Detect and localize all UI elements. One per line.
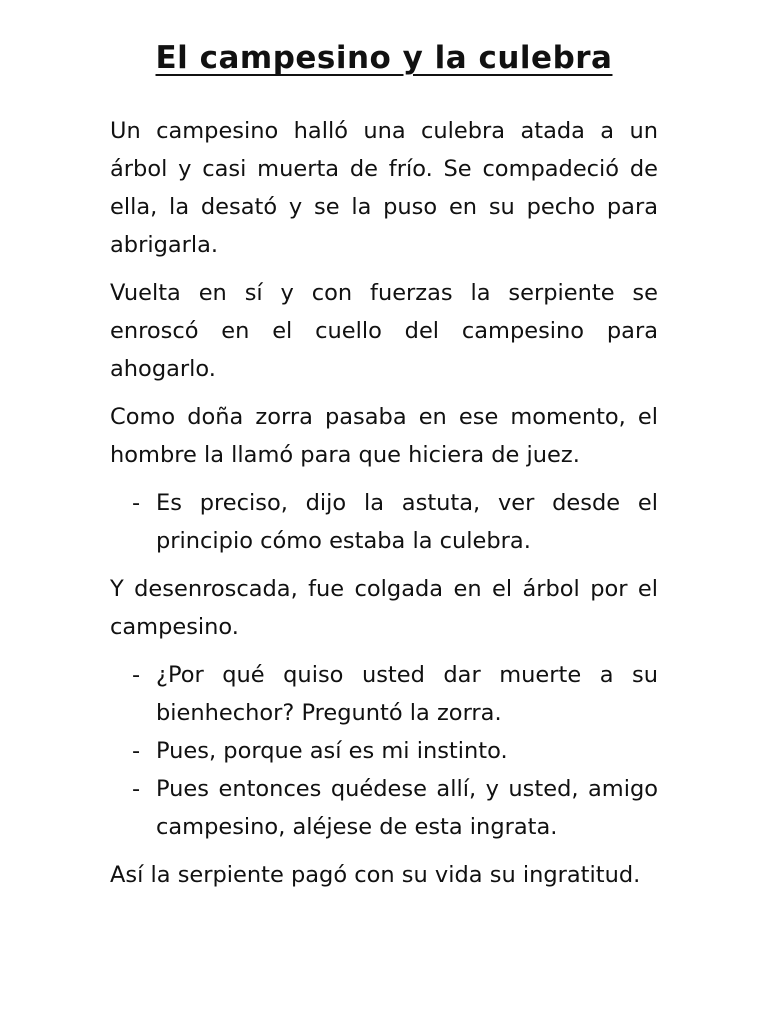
page-title: El campesino y la culebra (155, 40, 613, 76)
dialogue-text: Pues entonces quédese allí, y usted, amigo campesino, aléjese de esta ingrata. (156, 776, 658, 841)
dialogue-line (110, 770, 658, 846)
paragraph-3: Como doña zorra pasaba en ese momento, el hombre la llamó para que hiciera de juez. (110, 404, 658, 469)
dialogue-list-1 (110, 484, 658, 560)
dialogue-dash: - (132, 490, 141, 517)
paragraph-4: Y desenroscada, fue colgada en el árbol por el campesino. (110, 576, 658, 641)
dialogue-line (110, 484, 658, 560)
dialogue-line (110, 656, 658, 732)
dialogue-text: ¿Por qué quiso usted dar muerte a su bienhechor? Preguntó la zorra. (156, 662, 658, 727)
dialogue-line (110, 732, 658, 770)
paragraph-2: Vuelta en sí y con fuerzas la serpiente se enroscó en el cuello del campesino para ahogarlo. (110, 280, 658, 383)
dialogue-list-2 (110, 656, 658, 846)
document-page (110, 38, 658, 904)
paragraph-1: Un campesino halló una culebra atada a un árbol y casi muerta de frío. Se compadeció de ella, la desató y se la puso en su pecho para abrigarla. (110, 118, 658, 259)
dialogue-text: Es preciso, dijo la astuta, ver desde el principio cómo estaba la culebra. (156, 490, 658, 555)
dialogue-dash: - (132, 776, 141, 803)
paragraph-5: Así la serpiente pagó con su vida su ingratitud. (110, 862, 641, 889)
dialogue-dash: - (132, 662, 141, 689)
dialogue-text: Pues, porque así es mi instinto. (156, 738, 508, 765)
dialogue-dash: - (132, 738, 141, 765)
